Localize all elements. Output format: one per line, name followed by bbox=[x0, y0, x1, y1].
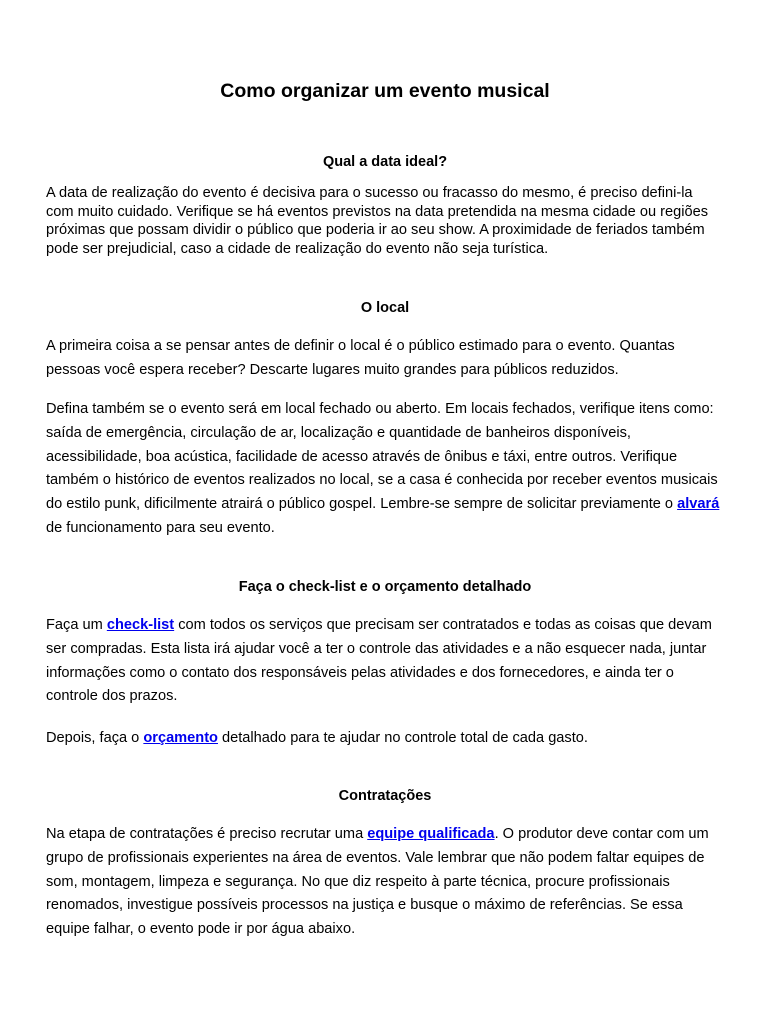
paragraph-checklist-2-text-before: Depois, faça o bbox=[46, 730, 144, 746]
alvara-link[interactable]: alvará bbox=[677, 496, 720, 513]
paragraph-checklist-1 bbox=[46, 614, 724, 709]
section-heading-data-ideal: Qual a data ideal? bbox=[322, 154, 448, 170]
document-title: Como organizar um evento musical bbox=[220, 80, 550, 102]
paragraph-contratacoes-1-text-after: . O produtor deve contar com um grupo de profissionais experientes na área de eventos. Vale lembrar que não podem faltar equipes de som, montagem, limpeza e segurança. No que diz respeito à parte técnica, procure profissionais renomados, investigue possíveis processos na justiça e busque o máximo de referências. Se essa equipe falhar, o evento pode ir por água abaixo. bbox=[46, 826, 709, 938]
paragraph-data-ideal: A data de realização do evento é decisiva para o sucesso ou fracasso do mesmo, é preciso defini-la com muito cuidado. Verifique se há eventos previstos na data pretendida na mesma cidade ou regiões próximas que possam dividir o público que poderia ir ao seu show. A proximidade de feriados também pode ser prejudicial, caso a cidade de realização do evento não seja turística. bbox=[46, 185, 708, 257]
paragraph-local-2-text-after: de funcionamento para seu evento. bbox=[46, 519, 275, 536]
paragraph-checklist-1-text-before: Faça um bbox=[46, 617, 107, 633]
equipe-qualificada-link[interactable]: equipe qualificada bbox=[367, 826, 495, 842]
paragraph-contratacoes-1-text-before: Na etapa de contratações é preciso recrutar uma bbox=[46, 826, 368, 842]
paragraph-checklist-2 bbox=[46, 727, 724, 751]
section-heading-checklist: Faça o check-list e o orçamento detalhado bbox=[238, 579, 532, 595]
section-heading-contratacoes: Contratações bbox=[338, 788, 432, 804]
paragraph-local-1: A primeira coisa a se pensar antes de definir o local é o público estimado para o evento. Quantas pessoas você espera receber? Descarte lugares muito grandes para públicos reduzidos. bbox=[46, 338, 675, 378]
paragraph-checklist-1-text-after: com todos os serviços que precisam ser contratados e todas as coisas que devam ser compradas. Esta lista irá ajudar você a ter o controle das atividades e a não esquecer nada, juntar informações como o contato dos responsáveis pelas atividades e dos fornecedores, e ainda ter o controle dos prazos. bbox=[46, 617, 712, 705]
paragraph-local-2-text-before: Defina também se o evento será em local fechado ou aberto. Em locais fechados, verifique itens como: saída de emergência, circulação de ar, localização e quantidade de banheiros disponíveis, acessibilidade, boa acústica, facilidade de acesso através de ônibus e táxi, entre outros. Verifique também o histórico de eventos realizados no local, se a casa é conhecida por receber eventos musicais do estilo punk, dificilmente atrairá o público gospel. Lembre-se sempre de solicitar previamente o bbox=[46, 401, 718, 513]
paragraph-contratacoes-1 bbox=[46, 823, 724, 942]
orcamento-link[interactable]: orçamento bbox=[143, 730, 218, 746]
paragraph-local-2 bbox=[46, 398, 724, 541]
check-list-link[interactable]: check-list bbox=[106, 617, 175, 633]
paragraph-checklist-2-text-after: detalhado para te ajudar no controle total de cada gasto. bbox=[217, 730, 588, 746]
section-heading-local: O local bbox=[360, 300, 410, 316]
